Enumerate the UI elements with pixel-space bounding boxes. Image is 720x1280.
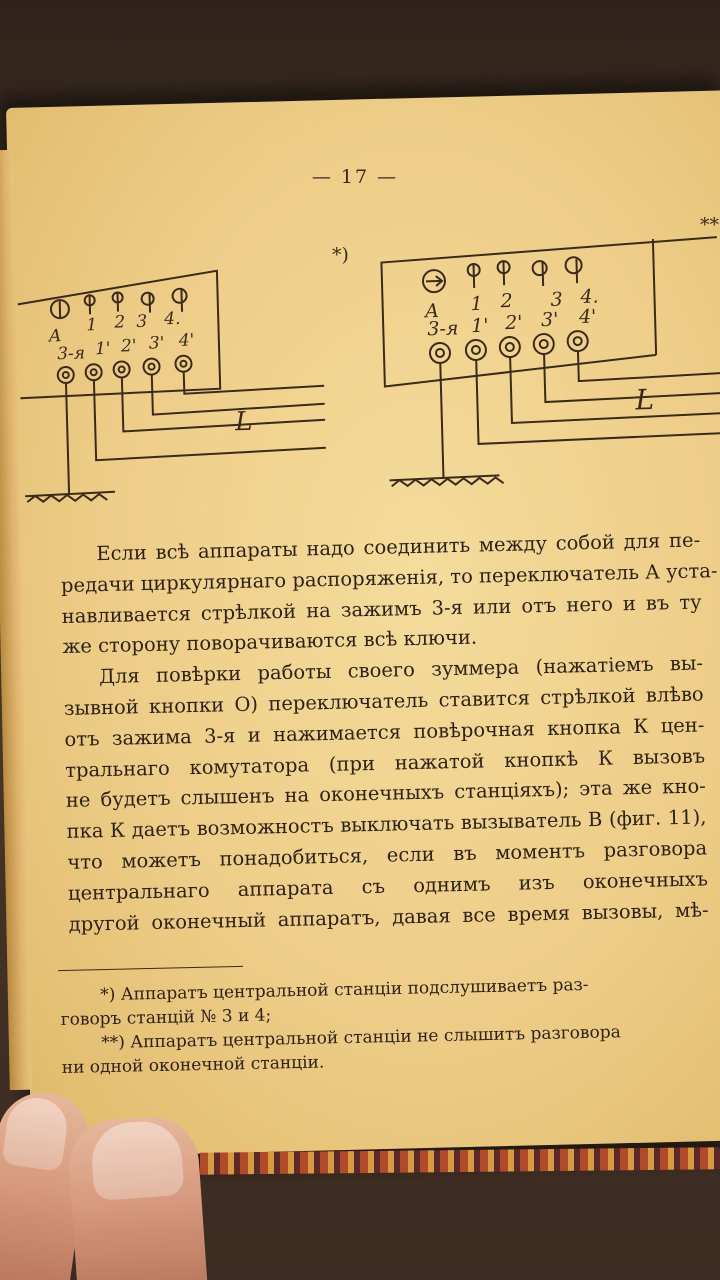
dial-label-3: 3 bbox=[550, 288, 563, 311]
key-icon-1 bbox=[468, 264, 481, 288]
wire-lines bbox=[66, 368, 327, 495]
footnote-mark-double: ** bbox=[700, 214, 719, 236]
wiring-diagram-right bbox=[376, 232, 720, 502]
terminal-label-4: 4' bbox=[178, 330, 195, 351]
footnotes bbox=[60, 971, 702, 1080]
dial-label-1: 1 bbox=[86, 315, 98, 336]
line-label: L bbox=[634, 383, 655, 417]
dial-label-4: 4. bbox=[580, 285, 599, 309]
body-line: пка К даетъ возможностъ выключать вызыватель В (фиг. 11), bbox=[66, 805, 707, 844]
body-line: Если всѣ аппараты надо соединить между собой для пе- bbox=[96, 528, 701, 566]
terminal-label-3: 3' bbox=[148, 333, 165, 354]
ground-symbol bbox=[25, 492, 115, 503]
body-line: что можетъ понадобиться, если въ моментъ разговора bbox=[67, 836, 708, 874]
key-icon-3 bbox=[141, 293, 154, 313]
body-line: же сторону поворачиваются всѣ ключи. bbox=[62, 625, 478, 659]
dial-label-1: 1 bbox=[470, 292, 484, 316]
footnote-line: говоръ станцій № 3 и 4; bbox=[60, 1005, 272, 1030]
key-icon-1 bbox=[85, 294, 96, 314]
dial-label-3: 3 bbox=[136, 311, 148, 333]
body-line: не будетъ слышенъ на оконечныхъ станціяхъ); эта же кно- bbox=[65, 774, 707, 813]
terminal-label-2: 2' bbox=[504, 311, 523, 335]
dial-label-a: А bbox=[48, 326, 62, 347]
terminal-label-3ya: 3-я bbox=[56, 343, 86, 365]
key-icon-3 bbox=[532, 261, 547, 286]
body-line: другой оконечный аппаратъ, давая все время вызовы, мѣ- bbox=[68, 897, 709, 936]
body-line: зывной кнопки О) переключатель ставится стрѣлкой влѣво bbox=[63, 682, 704, 720]
dial-label-2: 2 bbox=[500, 289, 513, 313]
body-line: Для повѣрки работы своего зуммера (нажатіемъ вы- bbox=[98, 651, 704, 689]
dial-label-4: 4. bbox=[163, 308, 181, 330]
body-line: навливается стрѣлкой на зажимъ 3-я или отъ него и въ ту bbox=[61, 590, 702, 628]
footnote-line: *) Аппаратъ центральной станціи подслушиваетъ раз- bbox=[100, 974, 589, 1006]
footnote-mark-single: *) bbox=[332, 244, 349, 266]
terminal-label-1: 1' bbox=[470, 314, 489, 338]
wire-lines bbox=[440, 347, 720, 479]
switch-dial-a bbox=[51, 300, 69, 318]
dial-label-2: 2 bbox=[114, 312, 126, 333]
dial-label-a: А bbox=[424, 299, 440, 323]
switch-dial-a bbox=[423, 270, 446, 293]
terminal-label-3ya: 3-я bbox=[427, 317, 459, 341]
terminal-label-4: 4' bbox=[578, 305, 597, 329]
body-text bbox=[60, 525, 718, 940]
key-icon-2 bbox=[497, 261, 510, 285]
body-line: центральнаго аппарата съ однимъ изъ оконечныхъ bbox=[67, 867, 709, 905]
key-icon-4 bbox=[565, 257, 582, 283]
key-icon-2 bbox=[112, 291, 123, 311]
page-number: — 17 — bbox=[311, 166, 399, 188]
terminal-label-1: 1' bbox=[94, 338, 111, 360]
body-line: тральнаго комутатора (при нажатой кнопкѣ К вызовъ bbox=[64, 744, 706, 782]
line-label: L bbox=[234, 406, 253, 438]
footnote-line: ни одной оконечной станціи. bbox=[61, 1052, 325, 1078]
footnote-line: **) Аппаратъ центральной станціи не слышитъ разговора bbox=[101, 1022, 621, 1054]
wiring-diagram-left bbox=[14, 262, 334, 512]
body-line: отъ зажима 3-я и нажимается повѣрочная кнопка К цен- bbox=[64, 713, 705, 751]
terminal-label-2: 2' bbox=[120, 336, 137, 357]
body-line: редачи циркулярнаго распоряженія, то переключатель А уста- bbox=[60, 558, 718, 597]
ground-symbol bbox=[389, 475, 503, 486]
footnote-divider bbox=[58, 966, 243, 971]
terminal-label-3: 3' bbox=[540, 308, 559, 332]
